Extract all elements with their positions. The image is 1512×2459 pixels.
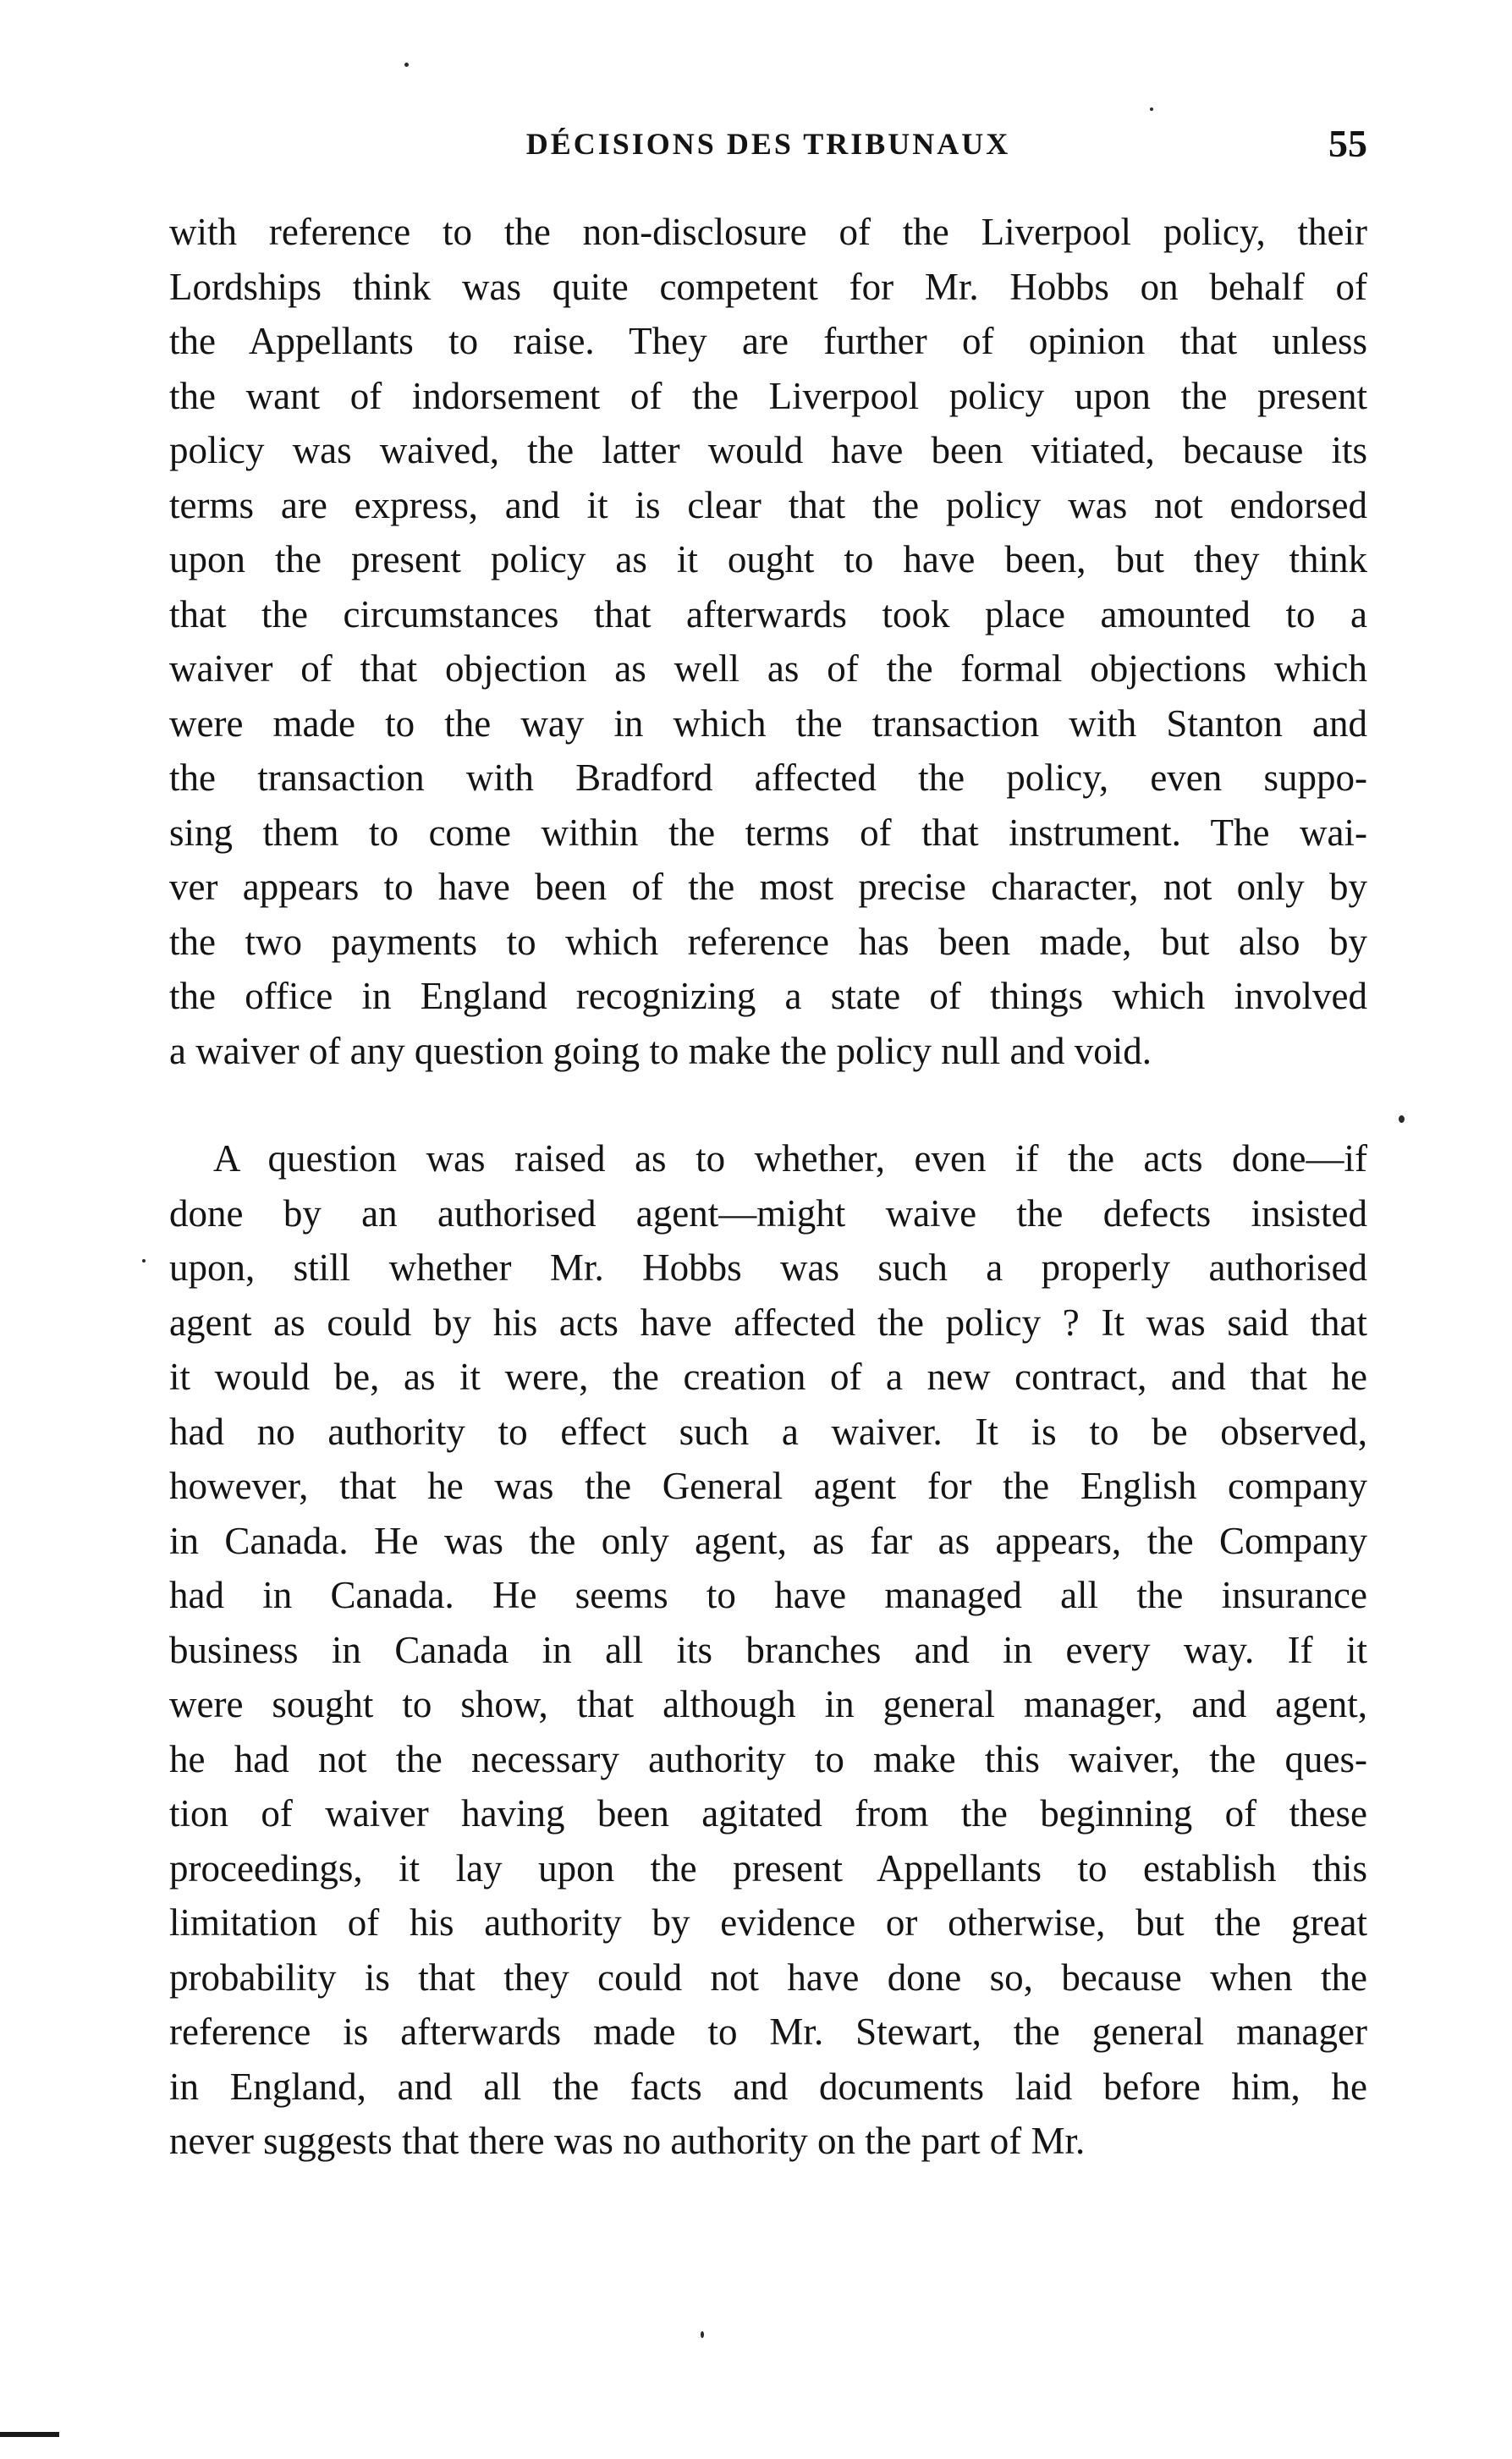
text-line: in Canada. He was the only agent, as far as appears, the Company [169,1519,1367,1562]
page-number: 55 [1328,122,1367,165]
text-line: probability is that they could not have done so, because when the [169,1956,1367,1999]
text-line: however, that he was the General agent for the English company [169,1465,1367,1507]
text-line: he had not the necessary authority to make this waiver, the ques- [169,1737,1367,1780]
text-line: the two payments to which reference has been made, but also by [169,920,1367,963]
print-speck [142,1259,146,1263]
text-line: waiver of that objection as well as of the formal objections which [169,647,1367,690]
text-line: had in Canada. He seems to have managed all the insurance [169,1574,1367,1616]
text-line: terms are express, and it is clear that the policy was not endorsed [169,483,1367,526]
text-line: were made to the way in which the transaction with Stanton and [169,701,1367,745]
text-line: agent as could by his acts have affected the policy ? It was said that [169,1301,1367,1344]
text-line: tion of waiver having been agitated from the beginning of these [169,1792,1367,1835]
text-line: upon the present policy as it ought to have been, but they think [169,538,1367,580]
text-line: were sought to show, that although in general manager, and agent, [169,1683,1367,1725]
text-line: had no authority to effect such a waiver. It is to be observed, [169,1410,1367,1453]
text-line: a waiver of any question going to make the policy null and void. [169,1029,1152,1072]
text-line: Lordships think was quite competent for Mr. Hobbs on behalf of [169,265,1367,308]
text-line: it would be, as it were, the creation of a new contract, and that he [169,1356,1367,1398]
text-line: the Appellants to raise. They are further of opinion that unless [169,320,1367,362]
text-line: that the circumstances that afterwards took place amounted to a [169,592,1367,635]
text-line: limitation of his authority by evidence or otherwise, but the great [169,1901,1367,1944]
paragraph-1 [169,205,1367,1078]
print-speck [404,63,409,67]
text-line: upon, still whether Mr. Hobbs was such a properly authorised [169,1246,1367,1289]
print-speck [701,2331,704,2338]
text-line: A question was raised as to whether, even if the acts done—if [213,1137,1367,1180]
text-line: sing them to come within the terms of that instrument. The wai- [169,811,1367,854]
running-head [169,118,1367,169]
text-line: ver appears to have been of the most precise character, not only by [169,866,1367,908]
print-speck [1399,1115,1405,1123]
paragraph-2 [169,1131,1367,2169]
print-speck [1150,107,1153,111]
text-line: business in Canada in all its branches and in every way. If it [169,1628,1367,1671]
text-line: the transaction with Bradford affected the policy, even suppo- [169,756,1367,799]
text-line: in England, and all the facts and documents laid before him, he [169,2065,1367,2108]
scan-edge-mark [0,2432,59,2437]
text-line: reference is afterwards made to Mr. Stewart, the general manager [169,2011,1367,2053]
text-line: never suggests that there was no authority on the part of Mr. [169,2120,1086,2162]
text-line: policy was waived, the latter would have been vitiated, because its [169,429,1367,471]
text-line: proceedings, it lay upon the present Appellants to establish this [169,1846,1367,1890]
text-line: the want of indorsement of the Liverpool policy upon the present [169,374,1367,417]
text-line: with reference to the non-disclosure of the Liverpool policy, their [169,211,1367,253]
text-line: done by an authorised agent—might waive the defects insisted [169,1191,1367,1235]
text-line: the office in England recognizing a state of things which involved [169,975,1367,1017]
running-head-title: DÉCISIONS DES TRIBUNAUX [525,127,1011,161]
